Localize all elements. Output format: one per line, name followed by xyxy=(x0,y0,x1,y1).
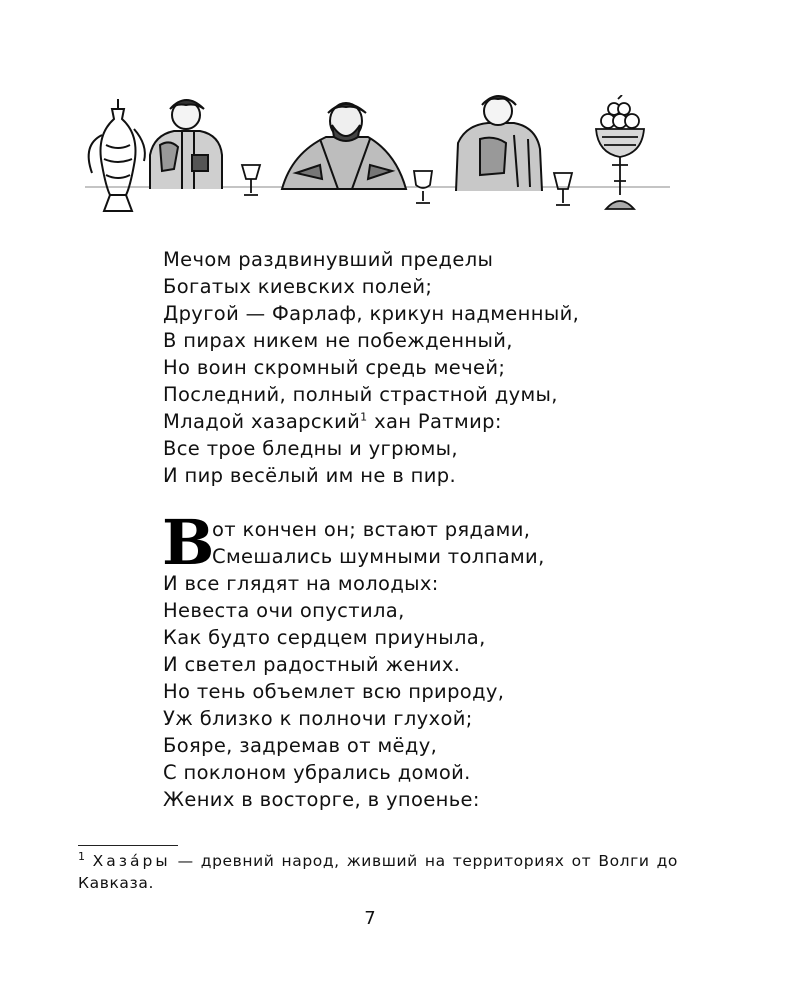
verse-text: хан Ратмир: xyxy=(367,410,502,433)
footnote-marker: 1 xyxy=(78,849,86,863)
drop-cap: В xyxy=(162,506,215,579)
footnote xyxy=(78,850,678,894)
verse-line: Но воин скромный средь мечей; xyxy=(163,356,506,379)
verse-line: И светел радостный жених. xyxy=(163,653,461,676)
warrior-figure-middle xyxy=(282,103,406,189)
ewer-icon xyxy=(89,99,145,211)
verse-line: Жених в восторге, в упоенье: xyxy=(163,788,480,811)
verse-line: Бояре, задремав от мёду, xyxy=(163,734,438,757)
verse-line: И пир весёлый им не в пир. xyxy=(163,464,457,487)
footnote-reference[interactable]: 1 xyxy=(360,410,368,424)
verse-line: Последний, полный страстной думы, xyxy=(163,383,558,406)
feast-illustration xyxy=(70,95,680,225)
warrior-figure-right xyxy=(456,96,542,191)
verse-line: от кончен он; встают рядами, xyxy=(212,518,531,541)
verse-line: С поклоном убрались домой. xyxy=(163,761,471,784)
footnote-term: Хаза́ры xyxy=(92,852,171,870)
fruit-bowl-icon xyxy=(596,95,644,209)
verse-line: Другой — Фарлаф, крикун надменный, xyxy=(163,302,580,325)
verse-line: Богатых киевских полей; xyxy=(163,275,433,298)
footnote-divider xyxy=(78,845,178,846)
verse-text: Младой хазарский xyxy=(163,410,361,433)
stanza-2 xyxy=(163,516,723,813)
stanza-1 xyxy=(163,246,723,489)
verse-line: Мечом раздвинувший пределы xyxy=(163,248,494,271)
verse-line: В пирах никем не побежденный, xyxy=(163,329,513,352)
verse-line: Как будто сердцем приуныла, xyxy=(163,626,486,649)
verse-line: И все глядят на молодых: xyxy=(163,572,439,595)
verse-line: Уж близко к полночи глухой; xyxy=(163,707,473,730)
page-number: 7 xyxy=(364,908,376,929)
verse-line: Все трое бледны и угрюмы, xyxy=(163,437,458,460)
goblet-icon xyxy=(554,173,572,205)
verse-line: Смешались шумными толпами, xyxy=(212,545,545,568)
goblet-icon xyxy=(242,165,260,195)
footnote-text: — древний народ, живший на территориях от Волги до Кавказа. xyxy=(78,852,679,892)
verse-line: Невеста очи опустила, xyxy=(163,599,405,622)
warrior-figure-left xyxy=(150,100,222,189)
verse-line-with-footnote xyxy=(163,408,723,435)
verse-line: Но тень объемлет всю природу, xyxy=(163,680,505,703)
